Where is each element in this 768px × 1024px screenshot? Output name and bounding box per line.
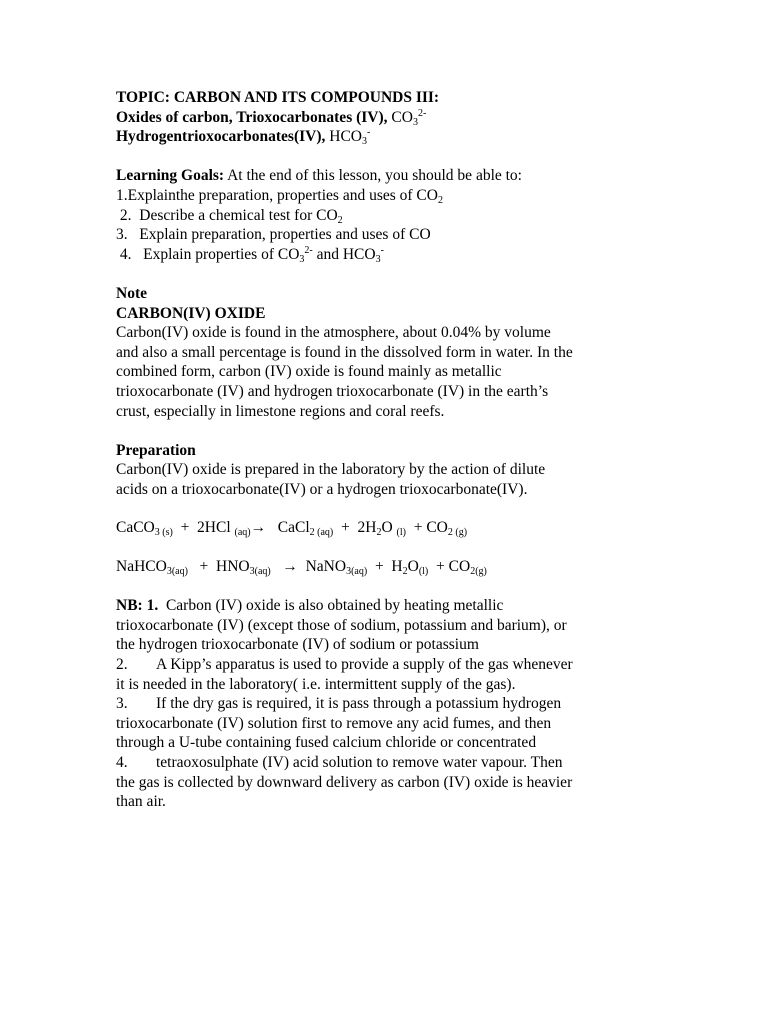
- nb-text: Carbon (IV) oxide is also obtained by heating metallic: [158, 597, 504, 615]
- eq-sub: 2 (aq): [309, 527, 334, 539]
- topic-title: [116, 88, 656, 108]
- learning-goal-4: [116, 245, 656, 265]
- formula-co3: CO: [391, 108, 413, 126]
- nb-text: tetraoxosulphate (IV) acid solution to remove water vapour. Then: [156, 754, 563, 771]
- topic-line-1: TOPIC: CARBON AND ITS COMPOUNDS III:: [116, 89, 440, 106]
- paragraph-line: trioxocarbonate (IV) (except those of sodium, potassium and barium), or: [116, 616, 567, 634]
- nb-item-3: [116, 694, 656, 714]
- topic-line-2-text: Oxides of carbon, Trioxocarbonates (IV),: [116, 108, 388, 126]
- topic-subtitle-2: [116, 127, 656, 147]
- learning-goals-label: Learning Goals:: [116, 167, 225, 185]
- chemical-equation-1: [116, 518, 656, 538]
- topic-line-3-text: Hydrogentrioxocarbonates(IV),: [116, 128, 326, 146]
- paragraph-line: the hydrogen trioxocarbonate (IV) of sodium or potassium: [116, 636, 479, 654]
- eq-sub: (l): [396, 527, 406, 539]
- paragraph-line: acids on a trioxocarbonate(IV) or a hydrogen trioxocarbonate(IV).: [116, 480, 528, 498]
- paragraph-line: Carbon(IV) oxide is found in the atmosphere, about 0.04% by volume: [116, 324, 551, 342]
- paragraph-line: trioxocarbonate (IV) solution first to remove any acid fumes, and then: [116, 714, 552, 732]
- paragraph-line: combined form, carbon (IV) oxide is found mainly as metallic: [116, 363, 502, 381]
- paragraph-line: than air.: [116, 793, 166, 811]
- formula-sup: -: [380, 244, 384, 256]
- nb-text: If the dry gas is required, it is pass through a potassium hydrogen: [156, 695, 562, 713]
- eq-sub: 2 (g): [447, 527, 468, 539]
- chemical-equation-2: [116, 557, 656, 577]
- learning-goal-3: [116, 225, 656, 245]
- eq-sub: (l): [418, 566, 429, 578]
- eq-sub: 2: [376, 527, 382, 539]
- nb-text: A Kipp’s apparatus is used to provide a supply of the gas whenever: [156, 656, 573, 674]
- eq-term: → CaCl: [250, 519, 310, 537]
- formula-sub: 3: [361, 136, 367, 148]
- eq-term: + HNO: [187, 558, 250, 576]
- section-heading-carbon-iv-oxide: CARBON(IV) OXIDE: [116, 304, 266, 322]
- section-heading-preparation: Preparation: [116, 441, 196, 459]
- formula-sub: 2: [437, 194, 443, 206]
- paragraph-line: through a U-tube containing fused calcium chloride or concentrated: [116, 734, 537, 752]
- eq-term: + CO: [428, 558, 471, 576]
- learning-goal-1: [116, 186, 656, 206]
- document-body: [116, 88, 656, 812]
- eq-term: CaCO: [116, 519, 155, 537]
- paragraph-line: trioxocarbonate (IV) and hydrogen trioxocarbonate (IV) in the earth’s: [116, 382, 549, 400]
- eq-sub: 3(aq): [346, 566, 368, 578]
- formula-sub: 3: [412, 116, 418, 128]
- formula-sup: 2-: [417, 107, 427, 119]
- goal-text: 4. Explain properties of CO: [116, 245, 300, 263]
- eq-term: + 2HCl: [172, 519, 235, 537]
- formula-sup: -: [366, 127, 371, 139]
- nb-item-1: [116, 596, 656, 616]
- learning-goals-text: At the end of this lesson, you should be able to:: [224, 167, 522, 185]
- eq-term: O: [381, 519, 397, 537]
- paragraph-line: crust, especially in limestone regions and coral reefs.: [116, 402, 445, 420]
- eq-term: + 2H: [333, 519, 377, 537]
- nb-number: 3.: [116, 695, 128, 713]
- nb-item-2: [116, 655, 656, 675]
- nb-number: 2.: [116, 656, 128, 674]
- note-label: Note: [116, 284, 147, 302]
- formula-hco3: HCO: [329, 128, 362, 146]
- goal-text: and HCO: [312, 245, 376, 263]
- topic-subtitle-1: [116, 108, 656, 128]
- formula-sub: 2: [337, 214, 343, 226]
- paragraph-line: the gas is collected by downward delivery as carbon (IV) oxide is heavier: [116, 773, 573, 791]
- nb-label: NB: 1.: [116, 597, 159, 615]
- goal-text: 2. Describe a chemical test for CO: [116, 206, 338, 224]
- learning-goal-2: [116, 206, 656, 226]
- nb-number: 4.: [116, 754, 128, 771]
- formula-sup: 2-: [304, 244, 313, 256]
- eq-term: O: [407, 558, 419, 576]
- learning-goals-intro: [116, 166, 656, 186]
- goal-text: 1.Explainthe preparation, properties and uses of CO: [116, 186, 438, 204]
- formula-sub: 3: [375, 253, 381, 265]
- eq-sub: 3(aq): [166, 566, 188, 578]
- eq-sub: 2(g): [470, 566, 487, 578]
- eq-term: NaHCO: [116, 558, 167, 576]
- goal-text: 3. Explain preparation, properties and uses of CO: [116, 226, 431, 244]
- paragraph-line: Carbon(IV) oxide is prepared in the laboratory by the action of dilute: [116, 461, 546, 479]
- paragraph-line: it is needed in the laboratory( i.e. intermittent supply of the gas).: [116, 675, 516, 693]
- formula-sub: 3: [299, 253, 305, 265]
- eq-term: + CO: [405, 519, 448, 537]
- eq-sub: 3(aq): [249, 566, 271, 578]
- paragraph-line: and also a small percentage is found in the dissolved form in water. In the: [116, 343, 573, 361]
- eq-sub: (aq): [234, 527, 251, 539]
- eq-sub: 3 (s): [154, 527, 173, 539]
- eq-term: → NaNO: [270, 558, 347, 576]
- nb-item-4: [116, 753, 656, 773]
- eq-term: + H: [367, 558, 403, 576]
- eq-sub: 2: [402, 566, 408, 578]
